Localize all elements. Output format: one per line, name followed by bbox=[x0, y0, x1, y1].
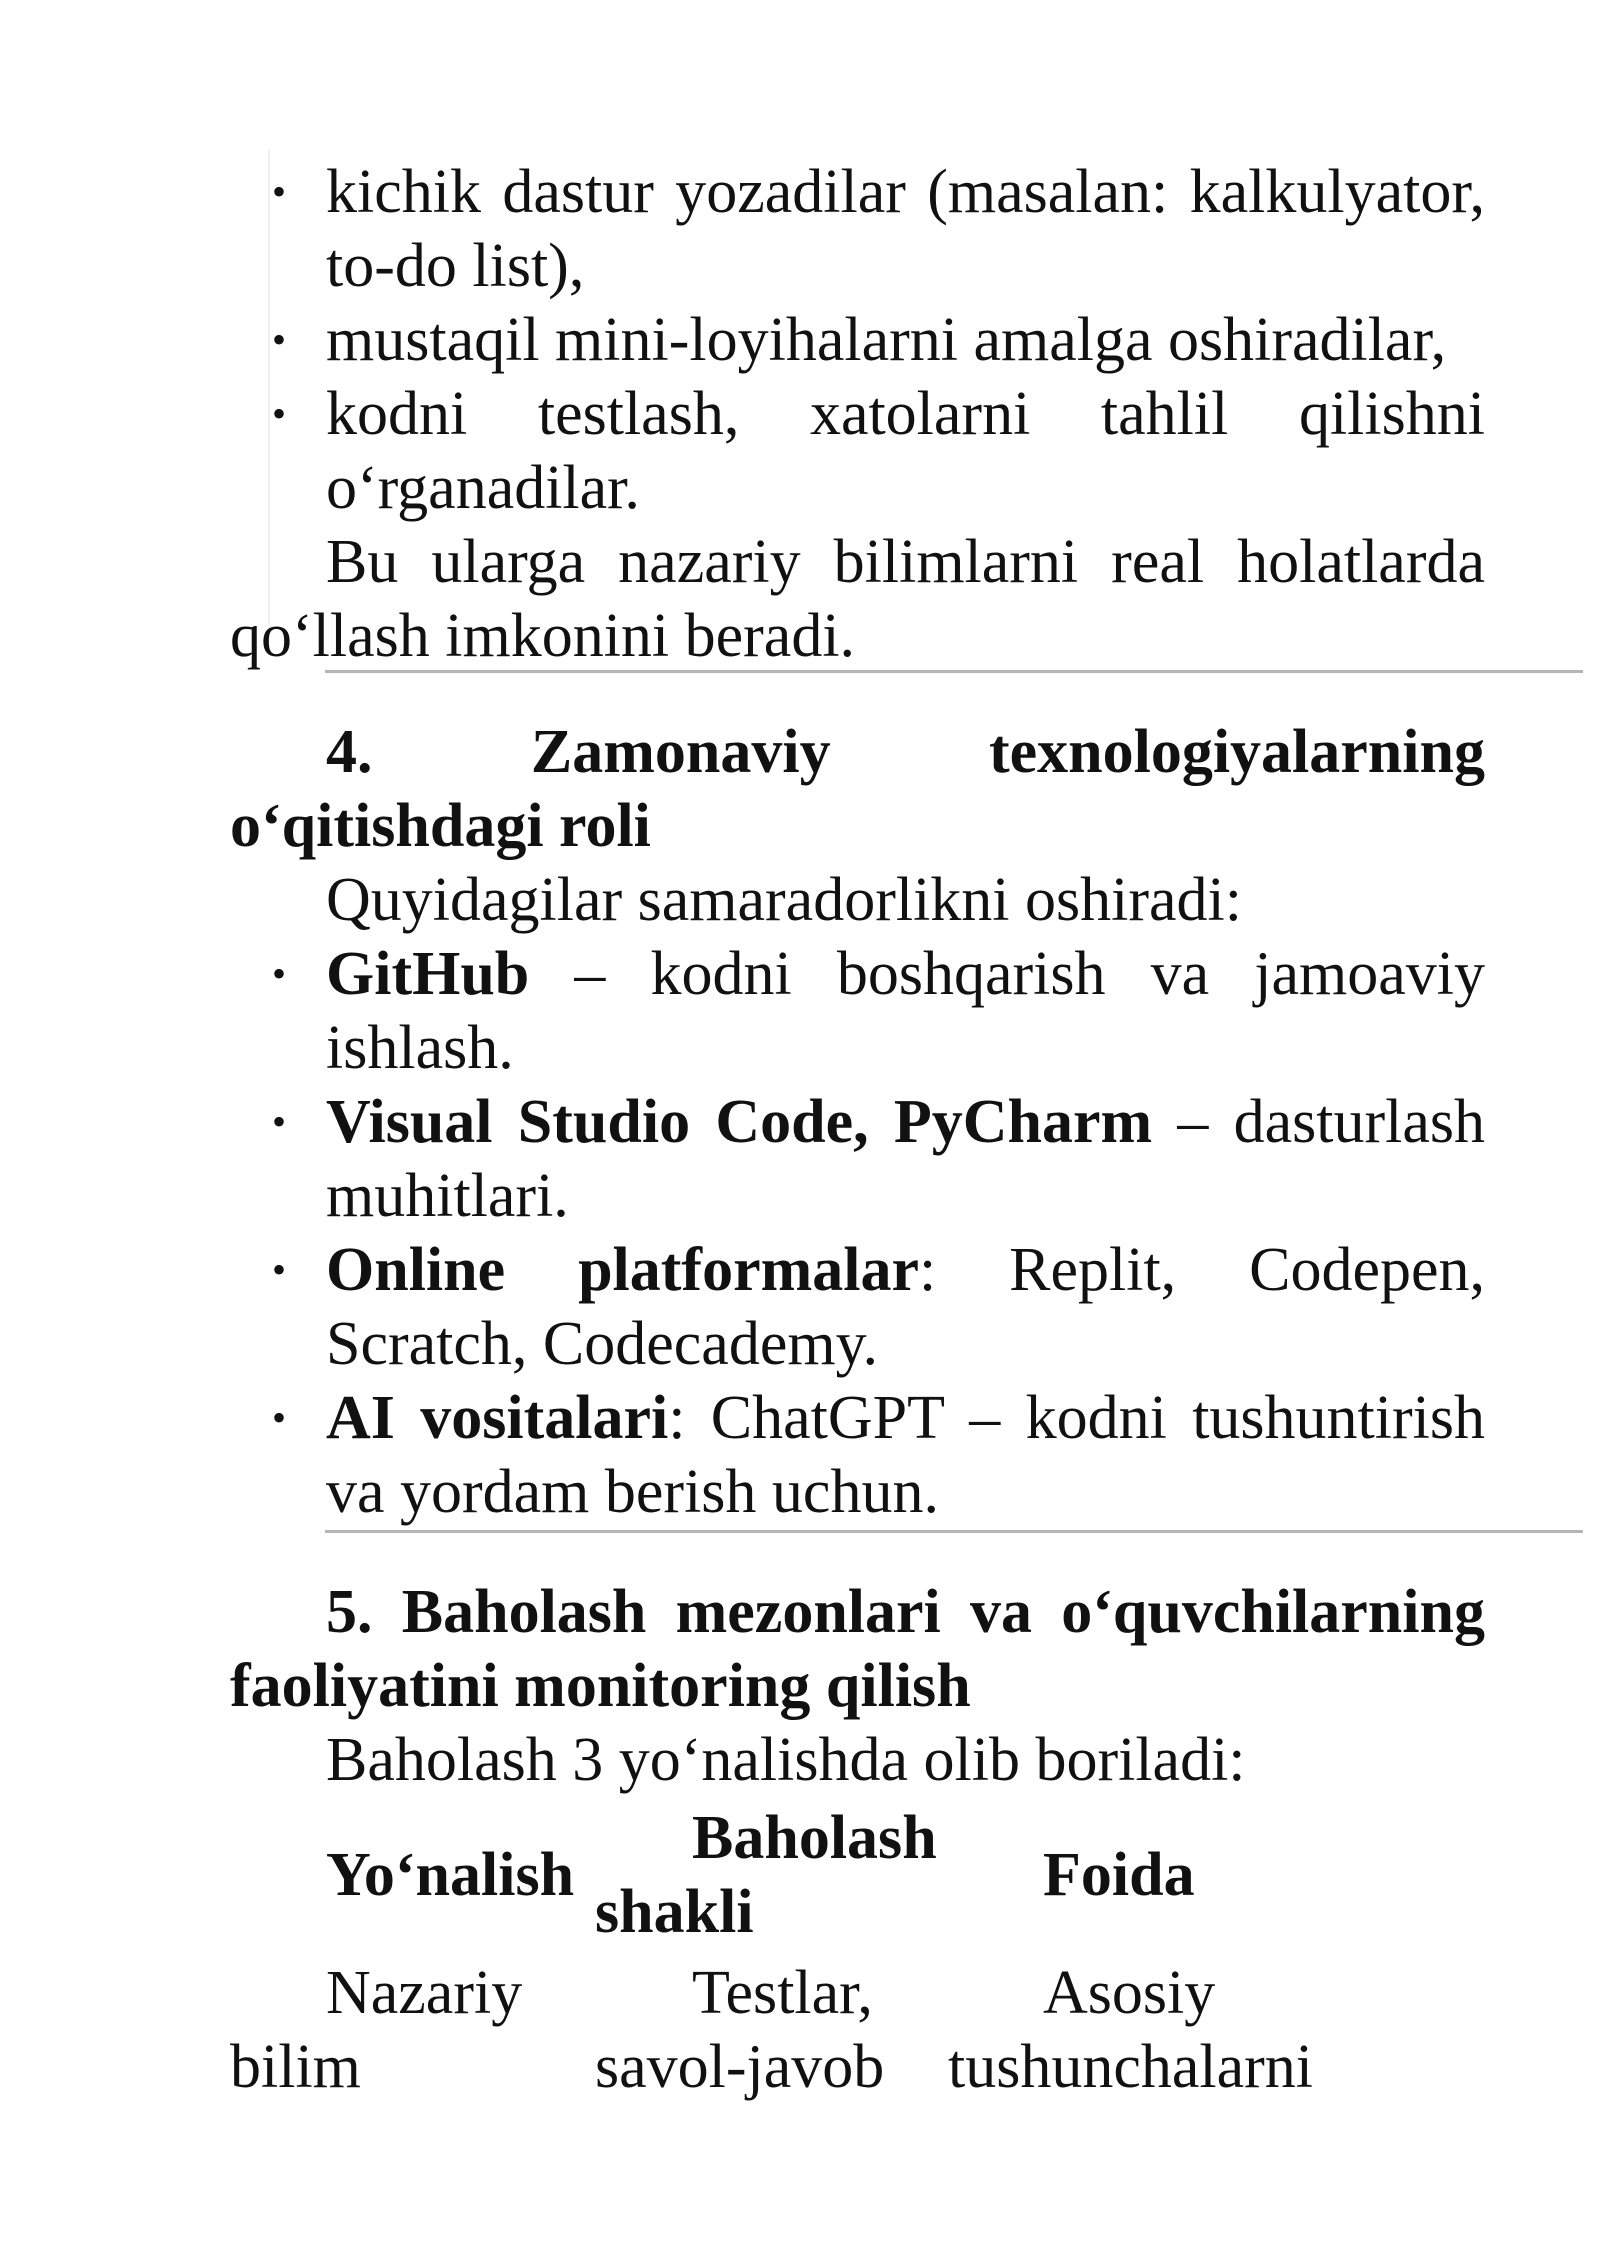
section5-intro: Baholash 3 yo‘nalishda olib boriladi: bbox=[326, 1726, 1246, 1794]
list-item bbox=[230, 1085, 1485, 1233]
section4-bullet-list bbox=[230, 937, 1485, 1529]
table-header-benefit: Foida bbox=[1043, 1841, 1195, 1909]
table-cell: Testlar, bbox=[692, 1959, 873, 2027]
section4 bbox=[230, 715, 1485, 1529]
section4-heading: 4. Zamonaviy texnologiyalarning o‘qitishdagi roli bbox=[230, 718, 1485, 860]
table-header-form-line1: Baholash bbox=[692, 1804, 937, 1872]
list-item-text: kodni testlash, xatolarni tahlil qilishni o‘rganadilar. bbox=[326, 380, 1485, 522]
list-item-text: – dasturlash muhitlari. bbox=[326, 1088, 1486, 1230]
table-cell: bilim bbox=[230, 2033, 361, 2101]
list-item-text: – kodni boshqarish va jamoaviy ishlash. bbox=[326, 940, 1485, 1082]
table-header-form-line2: shakli bbox=[595, 1878, 754, 1946]
list-item-text: mustaqil mini-loyihalarni amalga oshiradilar, bbox=[326, 306, 1447, 374]
list-item bbox=[230, 377, 1485, 525]
table-header-direction: Yo‘nalish bbox=[326, 1841, 575, 1909]
section4-intro: Quyidagilar samaradorlikni oshiradi: bbox=[326, 866, 1242, 934]
section3-tail bbox=[230, 155, 1485, 673]
table-cell: tushunchalarni bbox=[948, 2033, 1314, 2101]
list-item bbox=[230, 1233, 1485, 1381]
section3-bullet-list bbox=[230, 155, 1485, 525]
list-item bbox=[230, 303, 1485, 377]
list-item bbox=[230, 1381, 1485, 1529]
list-item-bold: Visual Studio Code, PyCharm bbox=[326, 1088, 1153, 1156]
section5-heading: 5. Baholash mezonlari va o‘quvchilarning faoliyatini monitoring qilish bbox=[230, 1578, 1485, 1720]
list-item-text: : Replit, Codepen, Scratch, Codecademy. bbox=[326, 1236, 1485, 1378]
table-cell: Nazariy bbox=[326, 1959, 523, 2027]
list-item bbox=[230, 155, 1485, 303]
list-item-bold: GitHub bbox=[326, 940, 530, 1008]
section-divider bbox=[325, 670, 1583, 673]
section3-paragraph: Bu ularga nazariy bilimlarni real holatlarda qo‘llash imkonini beradi. bbox=[230, 528, 1485, 670]
list-item-text: : ChatGPT – kodni tushuntirish va yordam berish uchun. bbox=[326, 1384, 1485, 1526]
list-item bbox=[230, 937, 1485, 1085]
list-item-bold: AI vositalari bbox=[326, 1384, 669, 1452]
list-item-bold: Online platformalar bbox=[326, 1236, 919, 1304]
table-cell: savol-javob bbox=[595, 2033, 885, 2101]
section-divider bbox=[325, 1530, 1583, 1533]
table-cell: Asosiy bbox=[1043, 1959, 1216, 2027]
section5 bbox=[230, 1575, 1485, 1797]
list-item-text: kichik dastur yozadilar (masalan: kalkulyator, to-do list), bbox=[326, 158, 1485, 300]
